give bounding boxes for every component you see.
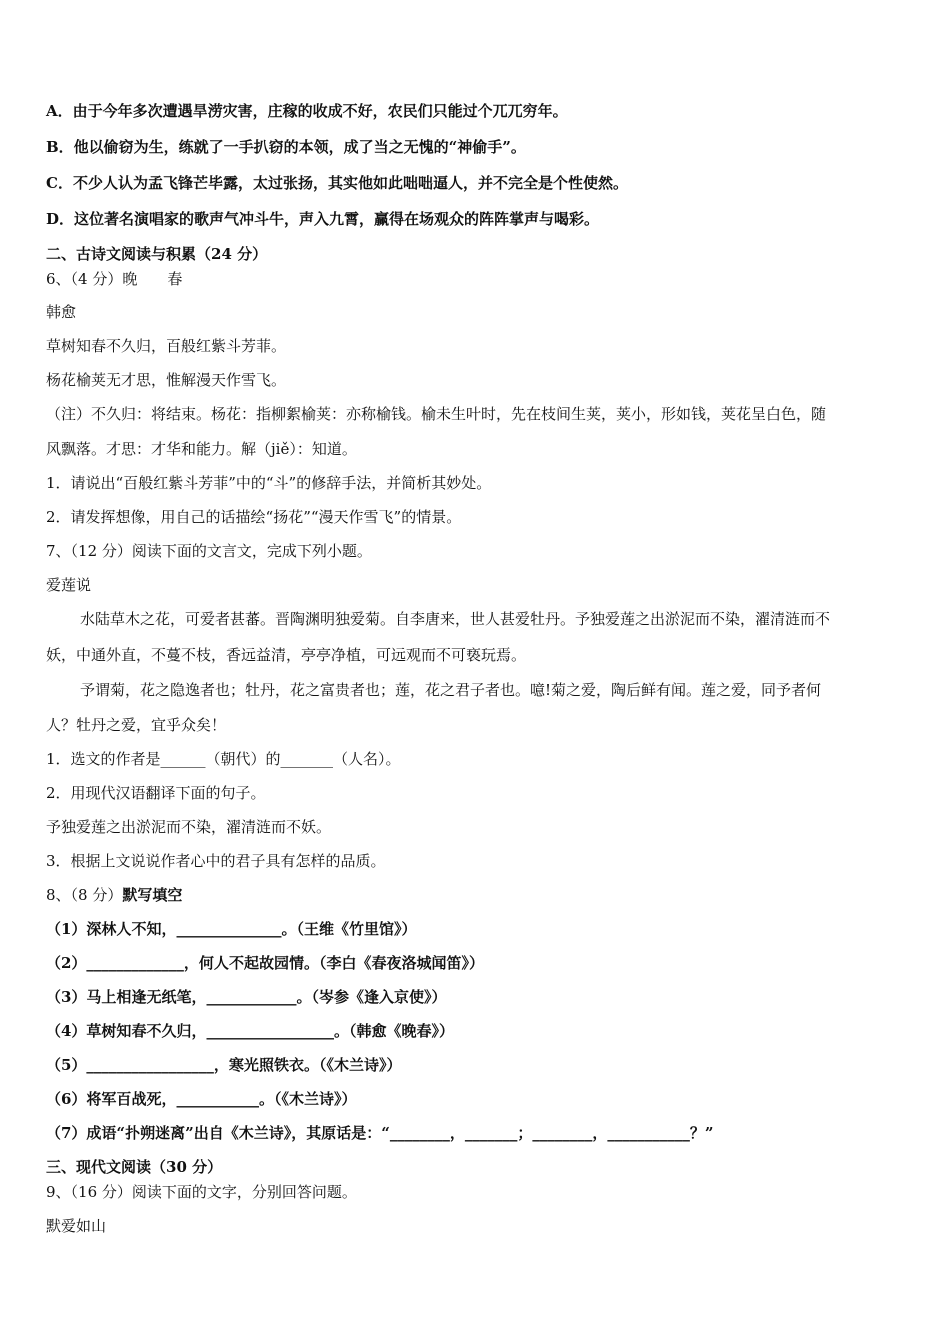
q6-question-1: 1．请说出“百般红紫斗芳菲”中的“斗”的修辞手法，并简析其妙处。	[46, 474, 492, 492]
option-a: A．由于今年多次遭遇旱涝灾害，庄稼的收成不好，农民们只能过个兀兀穷年。	[46, 102, 568, 120]
q7-para-2-line-2: 人？牡丹之爱，宜乎众矣！	[46, 716, 227, 734]
q7-para-1-line-1: 水陆草木之花，可爱者甚蕃。晋陶渊明独爱菊。自李唐来，世人甚爱牡丹。予独爱莲之出淤泥而不染，濯清涟而不	[80, 610, 831, 628]
q7-question-1: 1．选文的作者是______（朝代）的_______（人名）。	[46, 750, 401, 768]
q8-item-3: （3）马上相逢无纸笔，____________。（岑参《逢入京使》）	[46, 988, 447, 1006]
q6-question-2: 2．请发挥想像，用自己的话描绘“扬花”“漫天作雪飞”的情景。	[46, 508, 462, 526]
q8-item-7: （7）成语“扑朔迷离”出自《木兰诗》，其原话是：“________，_______；________，___________？”	[46, 1124, 714, 1142]
option-b: B．他以偷窃为生，练就了一手扒窃的本领，成了当之无愧的“神偷手”。	[46, 138, 526, 156]
q9-title: 9、（16 分）阅读下面的文字，分别回答问题。	[46, 1183, 357, 1201]
q8-item-1: （1）深林人不知，______________。（王维《竹里馆》）	[46, 920, 417, 938]
q6-note-line-2: 风飘落。才思：才华和能力。解（jiě）：知道。	[46, 440, 357, 458]
option-c: C．不少人认为孟飞锋芒毕露，太过张扬，其实他如此咄咄逼人，并不完全是个性使然。	[46, 174, 628, 192]
q7-question-3: 3．根据上文说说作者心中的君子具有怎样的品质。	[46, 852, 386, 870]
q6-poem-line-2: 杨花榆荚无才思，惟解漫天作雪飞。	[46, 371, 287, 389]
q9-essay-title: 默爱如山	[46, 1217, 107, 1235]
option-d: D．这位著名演唱家的歌声气冲斗牛，声入九霄，赢得在场观众的阵阵掌声与喝彩。	[46, 210, 600, 228]
q6-author: 韩愈	[46, 303, 77, 321]
q8-item-4: （4）草树知春不久归，_________________。（韩愈《晚春》）	[46, 1022, 454, 1040]
q8-title	[46, 885, 182, 905]
q8-item-2: （2）_____________，何人不起故园情。（李白《春夜洛城闻笛》）	[46, 954, 484, 972]
section-2-heading: 二、古诗文阅读与积累（24 分）	[46, 245, 268, 263]
q8-title-prefix: 8、（8 分）	[46, 886, 123, 904]
q7-question-2: 2．用现代汉语翻译下面的句子。	[46, 784, 266, 802]
q8-item-5: （5）_________________，寒光照铁衣。（《木兰诗》）	[46, 1056, 402, 1074]
q6-title: 6、（4 分）晚 春	[46, 270, 183, 288]
q8-item-6: （6）将军百战死，___________。（《木兰诗》）	[46, 1090, 357, 1108]
q7-essay-title: 爱莲说	[46, 576, 92, 594]
q7-question-2-sentence: 予独爱莲之出淤泥而不染，濯清涟而不妖。	[46, 818, 332, 836]
q6-note-line-1: （注）不久归：将结束。杨花：指柳絮榆荚：亦称榆钱。榆未生叶时，先在枝间生荚，荚小，形如钱，荚花呈白色，随	[46, 405, 827, 423]
section-3-heading: 三、现代文阅读（30 分）	[46, 1158, 223, 1176]
q8-title-bold: 默写填空	[122, 886, 183, 904]
q7-para-2-line-1: 予谓菊，花之隐逸者也；牡丹，花之富贵者也；莲，花之君子者也。噫!菊之爱，陶后鲜有闻。莲之爱，同予者何	[80, 681, 822, 699]
q7-para-1-line-2: 妖，中通外直，不蔓不枝，香远益清，亭亭净植，可远观而不可亵玩焉。	[46, 646, 527, 664]
q7-title: 7、（12 分）阅读下面的文言文，完成下列小题。	[46, 542, 372, 560]
q6-poem-line-1: 草树知春不久归，百般红紫斗芳菲。	[46, 337, 287, 355]
